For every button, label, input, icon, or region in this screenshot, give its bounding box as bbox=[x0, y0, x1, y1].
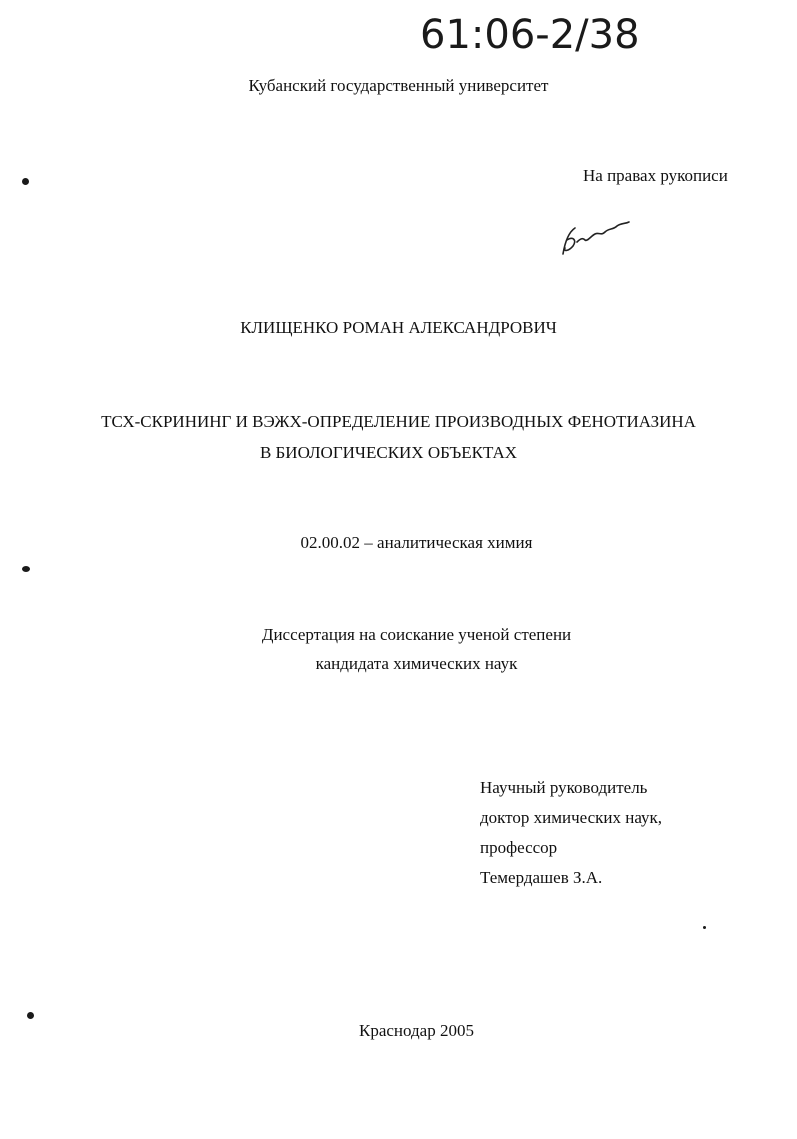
supervisor-degree: доктор химических наук, bbox=[480, 808, 663, 827]
university-name: Кубанский государственный университет bbox=[248, 76, 549, 95]
scan-speck bbox=[703, 926, 706, 929]
scan-speck bbox=[22, 566, 30, 572]
handwritten-archive-number bbox=[418, 8, 678, 58]
degree-line-1: Диссертация на соискание ученой степени bbox=[261, 625, 572, 644]
supervisor-name: Темердашев З.А. bbox=[480, 868, 603, 887]
archive-number-text: 61:06-2/38 bbox=[420, 12, 640, 58]
supervisor-rank: профессор bbox=[480, 838, 558, 857]
signature-icon bbox=[555, 218, 635, 258]
title-line-2: В БИОЛОГИЧЕСКИХ ОБЪЕКТАХ bbox=[259, 443, 518, 462]
title-line-1: ТСХ-СКРИНИНГ И ВЭЖХ-ОПРЕДЕЛЕНИЕ ПРОИЗВОДНЫХ ФЕНОТИАЗИНА bbox=[101, 412, 696, 431]
author-name: КЛИЩЕНКО РОМАН АЛЕКСАНДРОВИЧ bbox=[240, 318, 557, 337]
degree-line-2: кандидата химических наук bbox=[315, 654, 518, 673]
manuscript-rights-note: На правах рукописи bbox=[583, 166, 728, 185]
scan-speck bbox=[27, 1012, 34, 1019]
scan-speck bbox=[22, 178, 29, 185]
city-year: Краснодар 2005 bbox=[359, 1021, 474, 1040]
specialty: 02.00.02 – аналитическая химия bbox=[300, 533, 533, 552]
supervisor-label: Научный руководитель bbox=[480, 778, 648, 797]
